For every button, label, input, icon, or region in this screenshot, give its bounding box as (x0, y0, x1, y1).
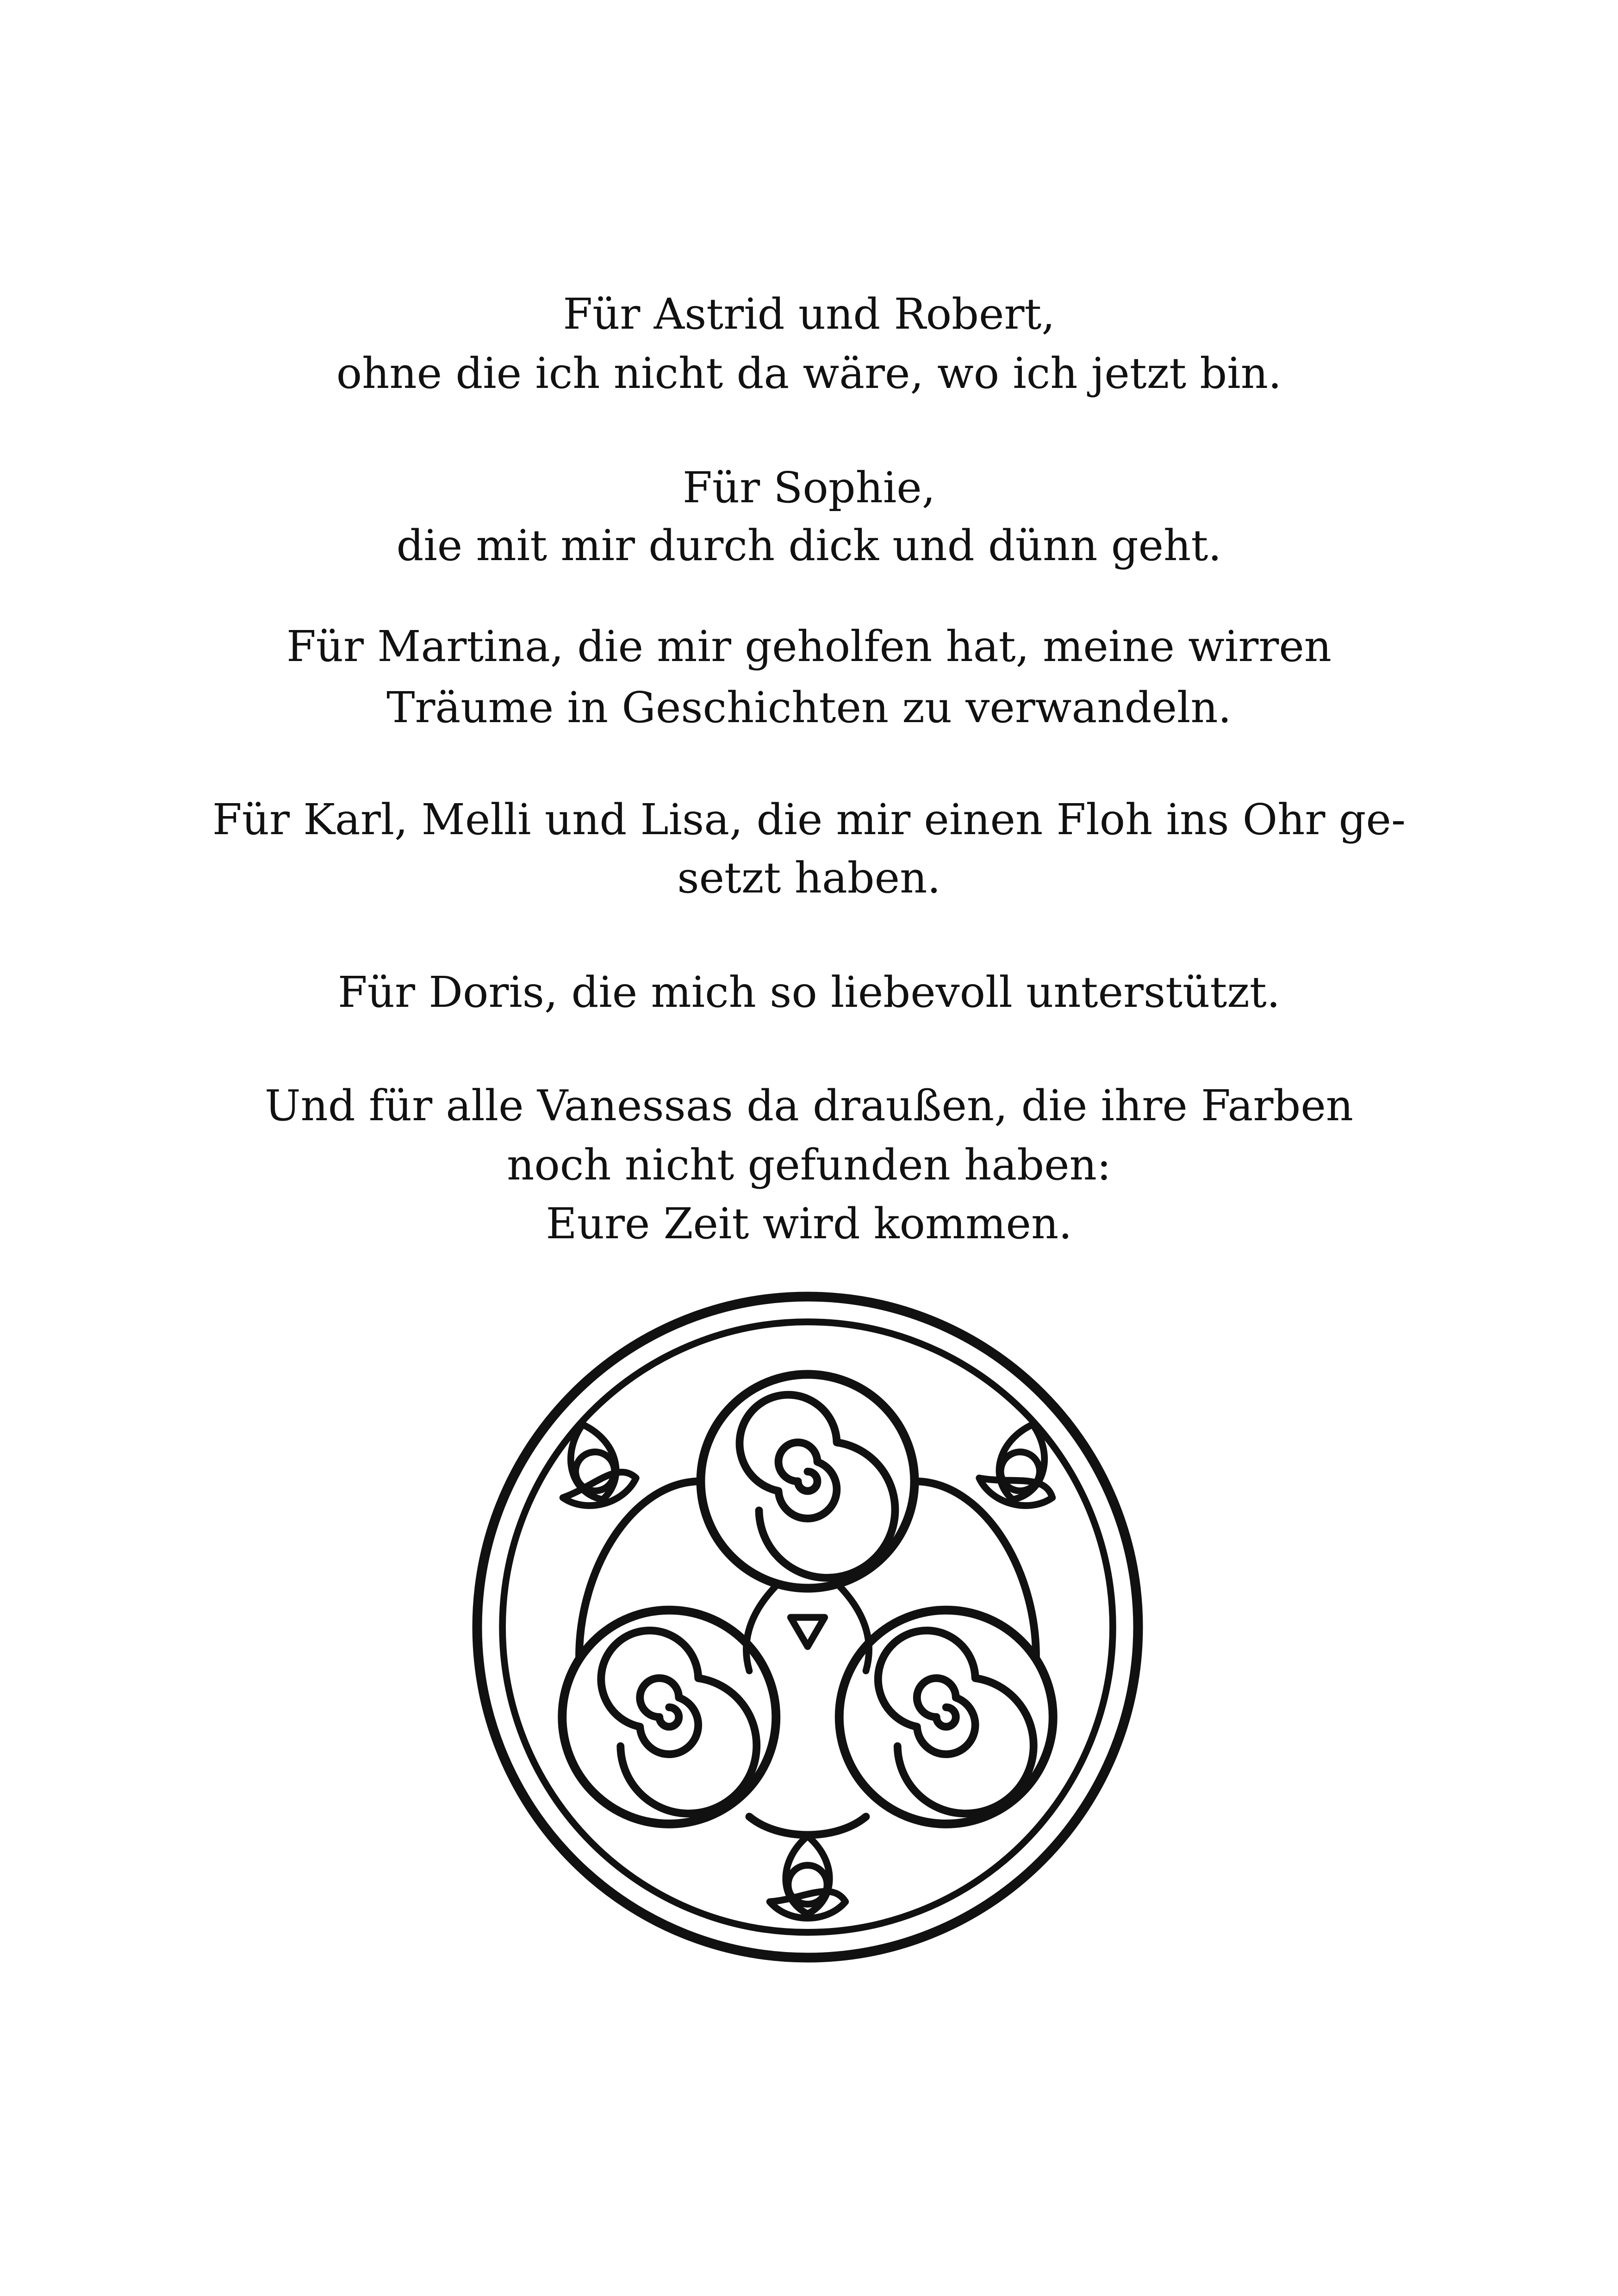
dedication-line: Für Astrid und Robert, (563, 289, 1055, 339)
dedication-line: noch nicht gefunden haben: (507, 1140, 1111, 1190)
dedication-line: Für Martina, die mir geholfen hat, meine wirren (286, 622, 1332, 671)
dedication-line: Und für alle Vanessas da draußen, die ihre Farben (264, 1081, 1354, 1130)
dedication-line: Träume in Geschichten zu verwandeln. (386, 683, 1232, 732)
dedication-line: Für Karl, Melli und Lisa, die mir einen Floh ins Ohr ge- (212, 795, 1406, 844)
dedication-line: setzt haben. (677, 853, 941, 903)
dedication-line: ohne die ich nicht da wäre, wo ich jetzt bin. (336, 349, 1282, 398)
dedication-line: Eure Zeit wird kommen. (546, 1199, 1072, 1248)
celtic-triple-spiral-knot-icon (467, 1287, 1148, 1967)
dedication-line: Für Sophie, (683, 463, 935, 512)
dedication-line: Für Doris, die mich so liebevoll unterstützt. (337, 967, 1281, 1017)
dedication-line: die mit mir durch dick und dünn geht. (396, 521, 1222, 570)
